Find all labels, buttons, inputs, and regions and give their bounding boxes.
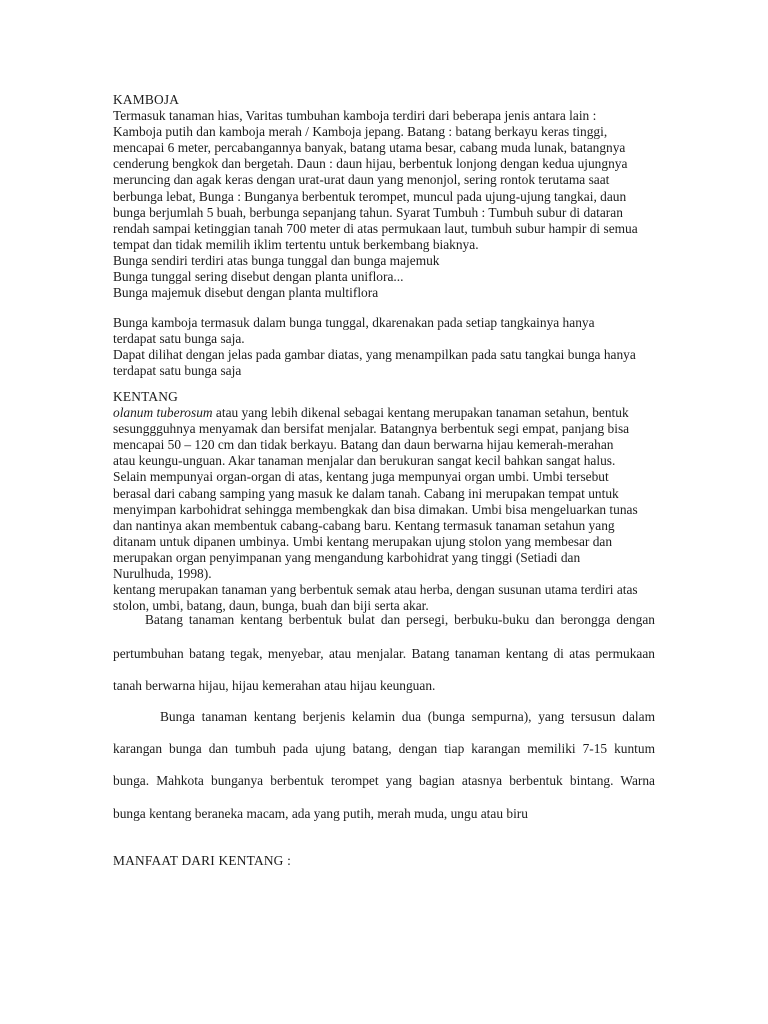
bunga-paragraph-line-4: bunga kentang beraneka macam, ada yang putih, merah muda, ungu atau biru [113, 806, 528, 821]
kentang-line: Nurulhuda, 1998). [113, 566, 212, 582]
kentang-line: dan nantinya akan membentuk cabang-cabang baru. Kentang termasuk tanaman setahun yang [113, 517, 615, 533]
kentang-section [113, 389, 653, 614]
kentang-line: kentang merupakan tanaman yang berbentuk semak atau herba, dengan susunan utama terdiri atas [113, 582, 638, 598]
batang-paragraph-line-3: tanah berwarna hijau, hijau kemerahan atau hijau keunguan. [113, 678, 436, 693]
bunga-paragraph-line-1: Bunga tanaman kentang berjenis kelamin dua (bunga sempurna), yang tersusun dalam [160, 709, 655, 724]
kentang-line: Selain mempunyai organ-organ di atas, kentang juga mempunyai organ umbi. Umbi tersebut [113, 469, 609, 485]
kentang-line: merupakan organ penyimpanan yang mengandung karbohidrat yang tinggi (Setiadi dan [113, 549, 581, 565]
batang-paragraph-line-2: pertumbuhan batang tegak, menyebar, atau menjalar. Batang tanaman kentang di atas permukaan [113, 646, 655, 661]
kamboja-para2-line: Bunga kamboja termasuk dalam bunga tunggal, dkarenakan pada setiap tangkainya hanya [113, 315, 595, 330]
kentang-line: sesunggguhnya menyamak dan bersifat menjalar. Batangnya berbentuk segi empat, panjang bisa [113, 421, 630, 437]
bunga-paragraph-line-2: karangan bunga dan tumbuh pada ujung batang, dengan tiap karangan memiliki 7-15 kuntum [113, 741, 655, 756]
kamboja-line: Kamboja putih dan kamboja merah / Kamboja jepang. Batang : batang berkayu keras tinggi, [113, 124, 608, 140]
kamboja-line: rendah sampai ketinggian tanah 700 meter di atas permukaan laut, tumbuh subur hampir di semua [113, 220, 638, 236]
kentang-line: atau keungu-unguan. Akar tanaman menjalar dan berukuran sangat kecil bahkan sangat halus. [113, 453, 616, 469]
kamboja-paragraph-2 [113, 315, 653, 379]
kamboja-line: berbunga lebat, Bunga : Bunganya berbentuk terompet, muncul pada ujung-ujung tangkai, daun [113, 188, 627, 204]
kentang-line: stolon, umbi, batang, daun, bunga, buah dan biji serta akar. [113, 598, 429, 614]
kamboja-line: bunga berjumlah 5 buah, berbunga sepanjang tahun. Syarat Tumbuh : Tumbuh subur di dataran [113, 204, 623, 220]
kamboja-para2-line: terdapat satu bunga saja. [113, 331, 245, 347]
kamboja-line: mencapai 6 meter, percabangannya banyak, batang utama besar, cabang muda lunak, batangnya [113, 140, 626, 156]
kamboja-heading: KAMBOJA [113, 92, 180, 107]
kamboja-line: Bunga sendiri terdiri atas bunga tunggal dan bunga majemuk [113, 252, 440, 268]
scientific-name: olanum tuberosum [113, 405, 213, 421]
kentang-heading: KENTANG [113, 389, 179, 404]
manfaat-heading: MANFAAT DARI KENTANG : [113, 853, 292, 868]
kamboja-line: meruncing dan agak keras dengan urat-urat daun yang menonjol, sering rontok terutama saat [113, 172, 610, 188]
kamboja-section [113, 92, 653, 301]
kamboja-line: Bunga tunggal sering disebut dengan planta uniflora... [113, 269, 404, 285]
kamboja-para2-line: Dapat dilihat dengan jelas pada gambar diatas, yang menampilkan pada satu tangkai bunga hanya [113, 347, 636, 363]
kentang-first-line [113, 405, 653, 421]
batang-paragraph-line-1: Batang tanaman kentang berbentuk bulat dan persegi, berbuku-buku dan berongga dengan [145, 612, 655, 627]
kamboja-line: Termasuk tanaman hias, Varitas tumbuhan kamboja terdiri dari beberapa jenis antara lain : [113, 108, 597, 124]
kamboja-line: cenderung bengkok dan bergetah. Daun : daun hijau, berbentuk lonjong dengan kedua ujungnya [113, 156, 628, 172]
kentang-line: berasal dari cabang samping yang masuk ke dalam tanah. Cabang ini merupakan tempat untuk [113, 485, 619, 501]
kentang-line: ditanam untuk dipanen umbinya. Umbi kentang merupakan ujung stolon yang membesar dan [113, 533, 613, 549]
kentang-line: mencapai 50 – 120 cm dan tidak berkayu. Batang dan daun berwarna hijau kemerah-merahan [113, 437, 614, 453]
kamboja-line: tempat dan tidak memilih iklim tertentu untuk berkembang biaknya. [113, 236, 479, 252]
kamboja-para2-line: terdapat satu bunga saja [113, 363, 242, 379]
kentang-first-line-rest: atau yang lebih dikenal sebagai kentang merupakan tanaman setahun, bentuk [212, 405, 629, 421]
kentang-line: menyimpan karbohidrat sehingga membengkak dan bisa dimakan. Umbi bisa mengeluarkan tunas [113, 501, 638, 517]
bunga-paragraph-line-3: bunga. Mahkota bunganya berbentuk terompet yang bagian atasnya berbentuk bintang. Warna [113, 773, 655, 788]
kamboja-line: Bunga majemuk disebut dengan planta multiflora [113, 285, 379, 301]
